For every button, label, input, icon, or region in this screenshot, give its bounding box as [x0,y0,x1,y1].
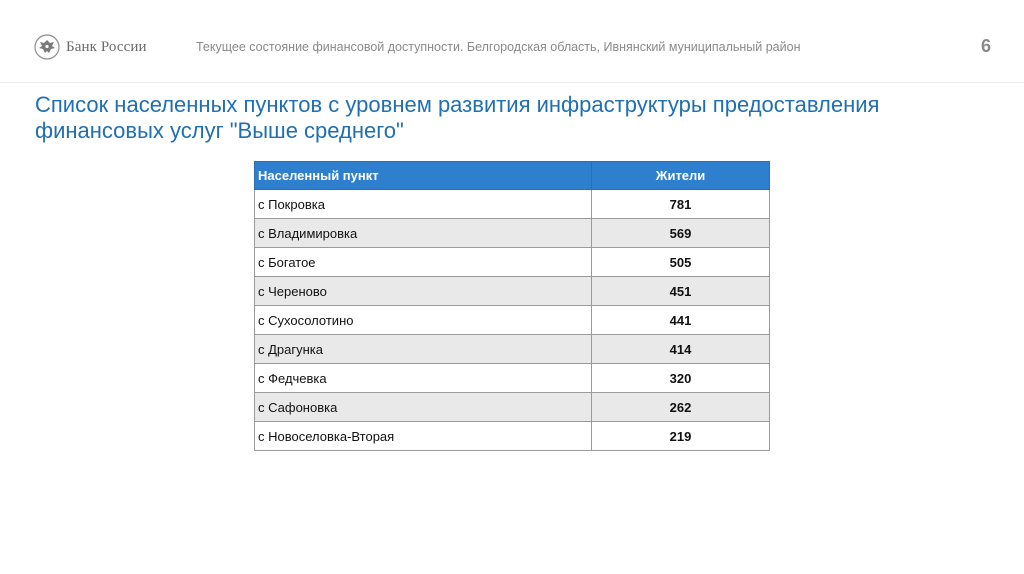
table-row [255,335,770,364]
table-row [255,393,770,422]
double-headed-eagle-icon [34,34,60,60]
residents-cell: 505 [592,248,770,277]
settlement-name-cell: с Новоселовка-Вторая [255,422,592,451]
residents-cell: 451 [592,277,770,306]
settlement-name-cell: с Сафоновка [255,393,592,422]
residents-cell: 414 [592,335,770,364]
logo-text: Банк России [66,38,147,55]
settlement-name-cell: с Сухосолотино [255,306,592,335]
table-row [255,277,770,306]
settlement-name-cell: с Владимировка [255,219,592,248]
residents-cell: 219 [592,422,770,451]
column-header-settlement: Населенный пункт [255,162,592,190]
header-subtitle: Текущее состояние финансовой доступности. Белгородская область, Ивнянский муниципальный район [196,40,801,54]
table-row [255,422,770,451]
residents-cell: 262 [592,393,770,422]
residents-cell: 569 [592,219,770,248]
residents-cell: 441 [592,306,770,335]
residents-cell: 320 [592,364,770,393]
slide-header [0,0,1024,90]
settlement-name-cell: с Покровка [255,190,592,219]
table-row [255,248,770,277]
settlement-name-cell: с Драгунка [255,335,592,364]
residents-cell: 781 [592,190,770,219]
settlement-name-cell: с Федчевка [255,364,592,393]
bank-logo [34,34,147,60]
settlement-name-cell: с Богатое [255,248,592,277]
table-header-row [255,162,770,190]
table-row [255,364,770,393]
page-number: 6 [980,36,991,56]
table-row [255,219,770,248]
column-header-residents: Жители [592,162,770,190]
header-divider [0,82,1024,83]
settlement-name-cell: с Череново [255,277,592,306]
settlements-table [254,161,770,451]
slide-title: Список населенных пунктов с уровнем развития инфраструктуры предоставления финансовых услуг "Выше среднего" [35,92,880,143]
table-row [255,306,770,335]
table-row [255,190,770,219]
